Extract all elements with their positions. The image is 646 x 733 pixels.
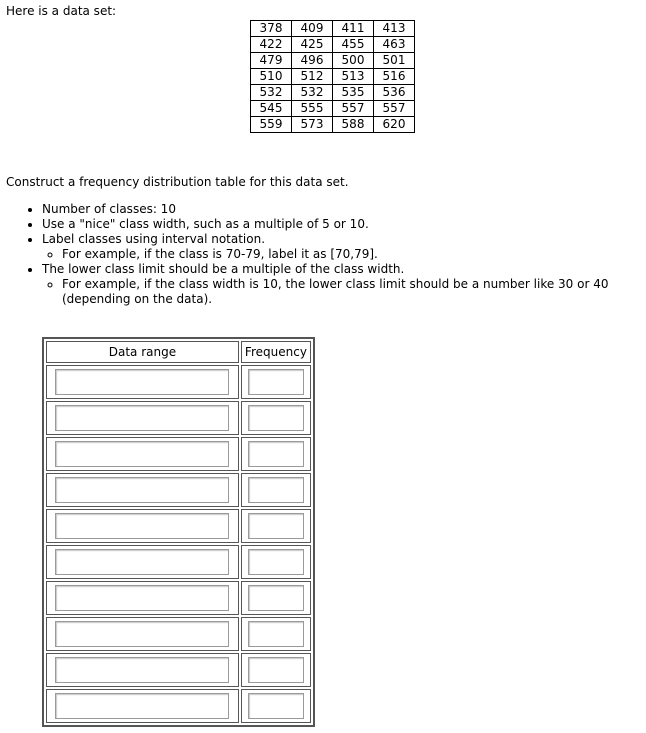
range-cell [46,365,239,399]
frequency-row [46,689,311,723]
frequency-input[interactable] [248,585,304,611]
rule-lower-limit [42,262,642,307]
data-cell: 559 [251,117,292,132]
rule-label-classes-text: Label classes using interval notation. [42,232,266,246]
range-cell [46,653,239,687]
range-input[interactable] [55,621,229,647]
range-cell [46,617,239,651]
data-cell: 536 [374,85,414,101]
data-cell: 532 [292,85,333,101]
frequency-input[interactable] [248,477,304,503]
frequency-input[interactable] [248,621,304,647]
frequency-row [46,365,311,399]
rule-lower-limit-sublist [42,277,642,307]
rules-list [26,202,642,307]
data-row [251,53,414,69]
instruction-text: Construct a frequency distribution table for this data set. [6,175,349,189]
data-cell: 378 [251,21,292,37]
data-cell: 512 [292,69,333,85]
data-cell: 455 [333,37,374,53]
frequency-row [46,617,311,651]
data-cell: 620 [382,117,406,131]
intro-text: Here is a data set: [6,4,117,18]
rule-label-classes [42,232,642,262]
data-cell: 532 [251,85,292,101]
range-input[interactable] [55,585,229,611]
rule-class-width: • Use a "nice" class width, such as a multiple of 5 or 10. [42,217,642,232]
frequency-table [42,337,315,727]
data-row [251,69,414,85]
frequency-input[interactable] [248,693,304,719]
range-input[interactable] [55,657,229,683]
range-input[interactable] [55,405,229,431]
data-cell: 411 [333,21,374,37]
frequency-cell [241,509,311,543]
data-cell: 545 [251,101,292,117]
frequency-row [46,509,311,543]
frequency-cell [241,689,311,723]
data-cell: 463 [374,37,414,53]
frequency-row [46,545,311,579]
frequency-input[interactable] [248,657,304,683]
range-input[interactable] [55,369,229,395]
data-cell: 535 [333,85,374,101]
frequency-input[interactable] [248,369,304,395]
data-cell: 422 [251,37,292,53]
frequency-cell [241,365,311,399]
frequency-row [46,437,311,471]
frequency-row [46,473,311,507]
frequency-row [46,653,311,687]
rule-lower-limit-example: ◦ For example, if the class width is 10, the lower class limit should be a number like 30 or 40 (depending on the data). [62,277,642,307]
data-row [251,101,414,117]
range-cell [46,545,239,579]
frequency-cell [241,401,311,435]
frequency-table-header-row [46,341,311,363]
data-cell: 496 [292,53,333,69]
range-input[interactable] [55,513,229,539]
frequency-input[interactable] [248,405,304,431]
frequency-cell [241,437,311,471]
data-row [251,21,414,37]
data-set-table [250,20,415,133]
data-cell: 588 [333,117,374,132]
range-input[interactable] [55,693,229,719]
frequency-input[interactable] [248,513,304,539]
range-input[interactable] [55,477,229,503]
frequency-cell [241,653,311,687]
range-cell [46,689,239,723]
data-cell: 413 [374,21,414,37]
data-cell: 516 [374,69,414,85]
rule-label-sublist [42,247,642,262]
frequency-row [46,401,311,435]
data-cell: 501 [374,53,414,69]
range-cell [46,509,239,543]
range-cell [46,401,239,435]
data-cell: 510 [251,69,292,85]
data-cell: 479 [251,53,292,69]
frequency-cell [241,581,311,615]
range-cell [46,473,239,507]
data-row [251,117,414,132]
data-cell: 513 [333,69,374,85]
range-input[interactable] [55,549,229,575]
range-cell [46,581,239,615]
frequency-row [46,581,311,615]
frequency-cell [241,473,311,507]
frequency-input[interactable] [248,549,304,575]
data-range-header: Data range [46,341,239,363]
data-cell: 557 [374,101,414,117]
rule-lower-limit-text: The lower class limit should be a multiple of the class width. [42,262,405,276]
data-cell: 500 [333,53,374,69]
data-cell: 409 [292,21,333,37]
range-input[interactable] [55,441,229,467]
frequency-input[interactable] [248,441,304,467]
data-cell: 425 [292,37,333,53]
frequency-header: Frequency [241,341,311,363]
data-row [251,37,414,53]
data-row [251,85,414,101]
frequency-cell [241,545,311,579]
data-cell: 573 [292,117,333,132]
rule-label-example: ◦ For example, if the class is 70-79, label it as [70,79]. [62,247,642,262]
rule-num-classes: • Number of classes: 10 [42,202,642,217]
data-cell: 557 [333,101,374,117]
range-cell [46,437,239,471]
frequency-cell [241,617,311,651]
data-cell: 555 [292,101,333,117]
